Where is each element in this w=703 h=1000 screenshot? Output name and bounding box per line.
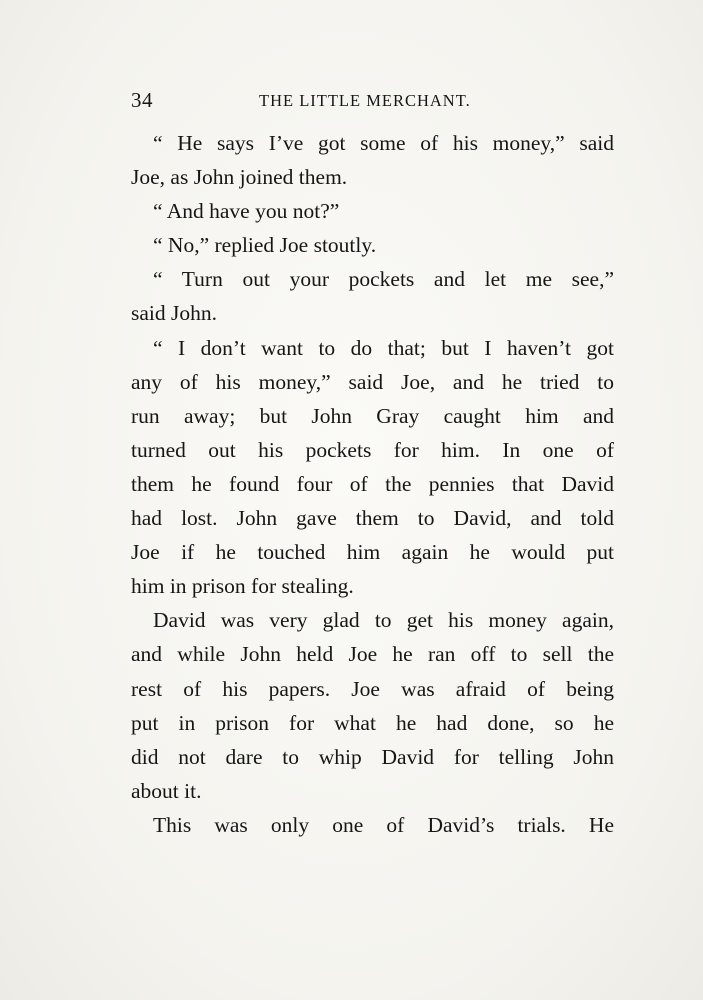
text-line: him in prison for stealing. [131,574,354,599]
text-line: Joe if he touched him again he would put [131,540,614,565]
paragraph [131,808,614,842]
running-title: THE LITTLE MERCHANT. [259,91,471,110]
text-line: them he found four of the pennies that David [131,471,614,496]
text-line: about it. [131,778,202,803]
text-line: any of his money,” said Joe, and he tried to [131,369,614,394]
text-line: David was very glad to get his money again, [153,608,614,633]
text-line: turned out his pockets for him. In one of [131,437,614,462]
text-line: “ I don’t want to do that; but I haven’t got [153,335,614,360]
paragraph [131,194,614,228]
page-header [131,88,614,118]
text-line: put in prison for what he had done, so he [131,710,614,735]
text-line: did not dare to whip David for telling John [131,744,614,769]
text-line: “ And have you not?” [153,199,340,224]
page-number: 34 [131,88,153,112]
text-line: and while John held Joe he ran off to sell the [131,642,614,667]
text-line: rest of his papers. Joe was afraid of being [131,676,614,701]
text-line: This was only one of David’s trials. He [153,812,614,837]
text-line: “ No,” replied Joe stoutly. [153,233,377,258]
text-line: “ Turn out your pockets and let me see,” [153,267,614,292]
paragraph [131,228,614,262]
body-text [131,126,614,842]
text-line: run away; but John Gray caught him and [131,403,614,428]
paragraph [131,331,614,604]
paragraph [131,603,614,808]
text-line: “ He says I’ve got some of his money,” said [153,131,614,155]
text-line: had lost. John gave them to David, and told [131,506,614,531]
text-line: Joe, as John joined them. [131,165,348,190]
text-line: said John. [131,301,217,326]
paragraph [131,262,614,330]
paragraph [131,126,614,194]
